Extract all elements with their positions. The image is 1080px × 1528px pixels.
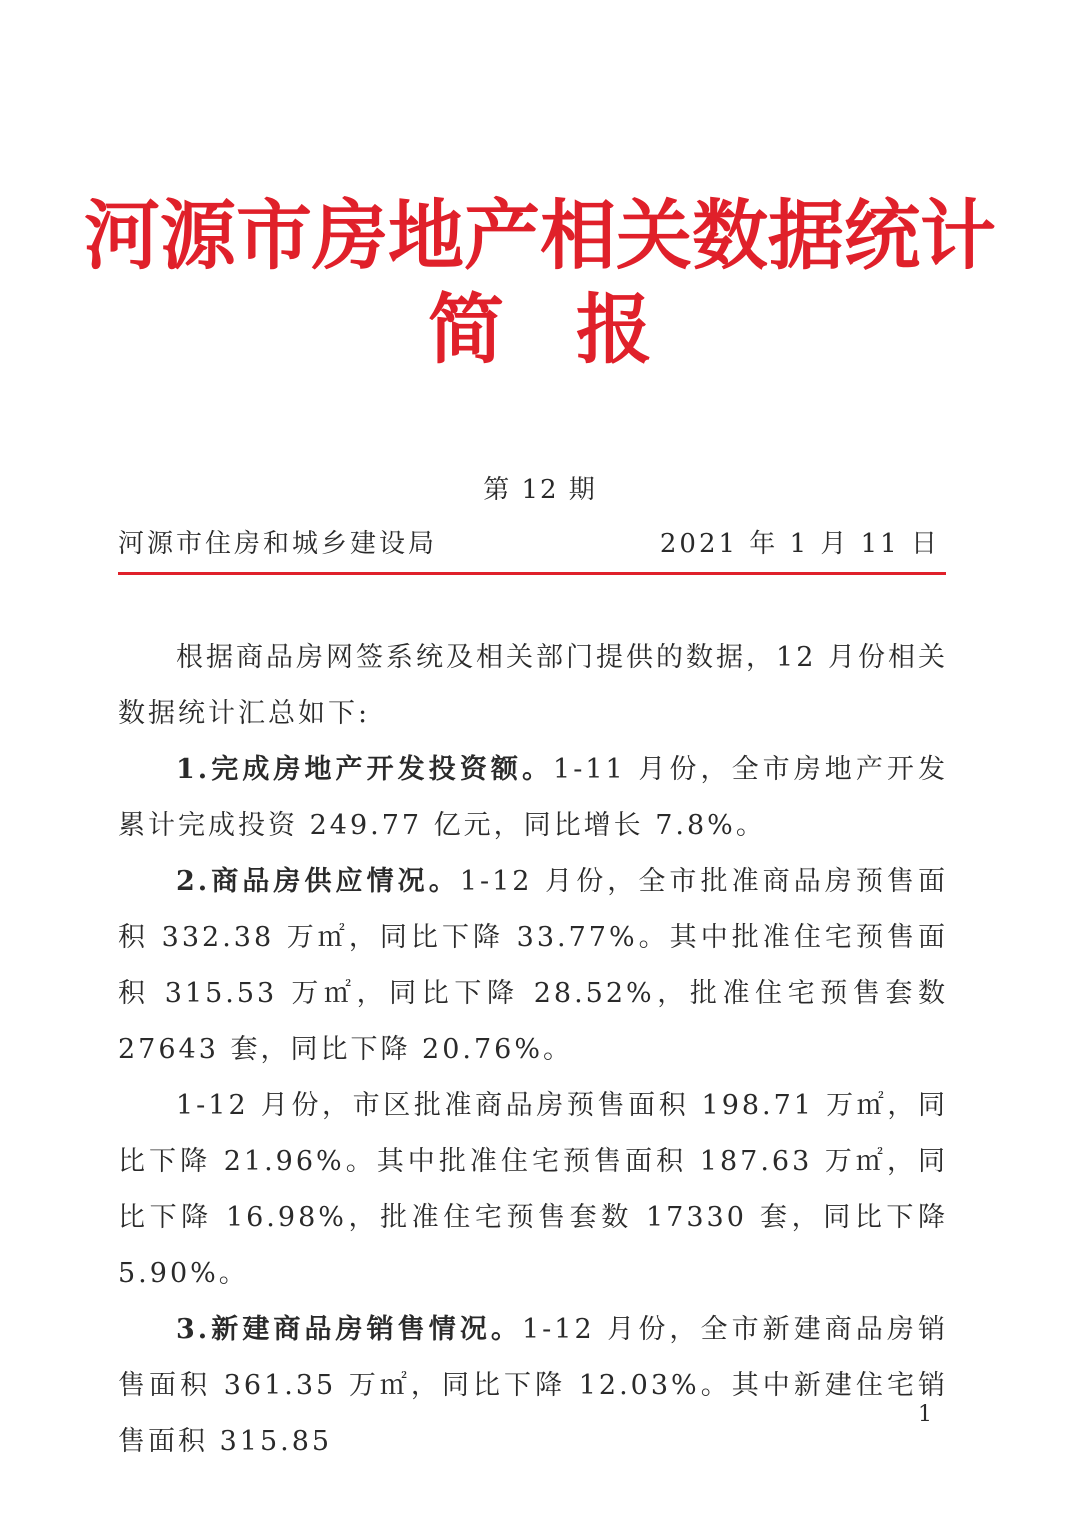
section-investment-text: 1-11 月份，全市房地产开发累计完成投资 249.77 亿元，同比增长 7.8%。 [118, 754, 948, 841]
red-divider-line [118, 572, 946, 575]
report-subtitle: 简报 [428, 285, 724, 374]
section-sales [118, 1302, 948, 1470]
issue-number: 第 12 期 [483, 475, 597, 505]
report-title: 河源市房地产相关数据统计 [84, 191, 996, 280]
section-supply-text: 1-12 月份，全市批准商品房预售面积 332.38 万㎡，同比下降 33.77%。其中批准住宅预售面积 315.53 万㎡，同比下降 28.52%，批准住宅预售套数 27643 套，同比下降 20.76%。 [118, 866, 948, 1065]
section-supply [118, 854, 948, 1078]
intro-paragraph: 根据商品房网签系统及相关部门提供的数据，12 月份相关数据统计汇总如下: [118, 642, 948, 729]
section-sales-heading: 3.新建商品房销售情况。 [176, 1314, 522, 1345]
section-sales-text: 1-12 月份，全市新建商品房销售面积 361.35 万㎡，同比下降 12.03%。其中新建住宅销售面积 315.85 [118, 1314, 948, 1457]
section-investment [118, 742, 948, 854]
page-number: 1 [918, 1402, 932, 1427]
report-body [118, 630, 948, 1470]
issuing-office: 河源市住房和城乡建设局 [118, 529, 438, 559]
section-investment-heading: 1.完成房地产开发投资额。 [176, 754, 554, 785]
issue-date: 2021 年 1 月 11 日 [659, 529, 940, 559]
section-supply-heading: 2.商品房供应情况。 [176, 866, 460, 897]
section-supply-urban: 1-12 月份，市区批准商品房预售面积 198.71 万㎡，同比下降 21.96%。其中批准住宅预售面积 187.63 万㎡，同比下降 16.98%，批准住宅预售套数 17330 套，同比下降 5.90%。 [118, 1090, 948, 1289]
